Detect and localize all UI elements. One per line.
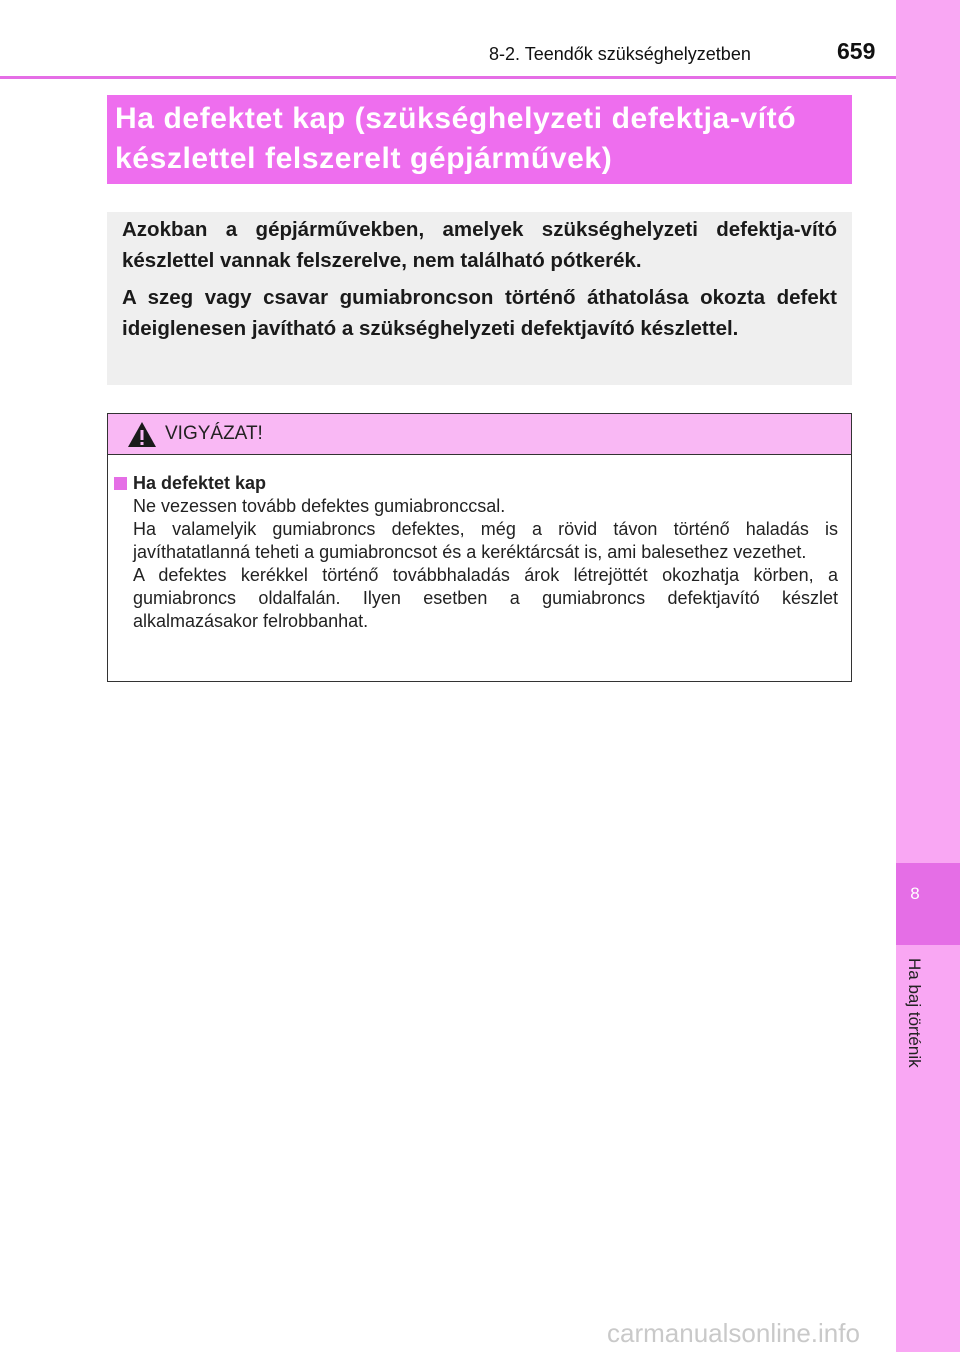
header-divider	[0, 76, 896, 79]
warning-title: VIGYÁZAT!	[165, 423, 263, 444]
chapter-number: 8	[910, 884, 920, 903]
page-title: Ha defektet kap (szükséghelyzeti defektja-vító készlettel felszerelt gépjárművek)	[115, 102, 797, 175]
bullet-square-icon	[114, 477, 127, 490]
side-tab	[896, 0, 960, 1352]
chapter-label: Ha baj történik	[905, 958, 924, 1068]
warning-heading: Ha defektet kap	[133, 473, 267, 493]
side-tab-active-chapter[interactable]	[896, 863, 960, 945]
warning-triangle-icon	[127, 421, 157, 448]
header-section: 8-2. Teendők szükséghelyzetben	[489, 44, 751, 64]
page-number: 659	[837, 38, 876, 64]
warning-heading-line	[114, 472, 838, 495]
warning-header	[108, 414, 851, 455]
watermark: carmanualsonline.info	[607, 1318, 860, 1348]
warning-paragraph: A defektes kerékkel történő továbbhaladás árok létrejöttét okozhatja körben, a gumiabroncs oldalfalán. Ilyen esetben a gumiabroncs defektjavító készlet alkalmazásakor felrobbanhat.	[133, 565, 838, 631]
intro-text	[122, 214, 837, 350]
intro-paragraph: Azokban a gépjárművekben, amelyek szükséghelyzeti defektja-vító készlettel vannak felszerelve, nem található pótkerék.	[122, 218, 837, 272]
warning-paragraph: Ha valamelyik gumiabroncs defektes, még a rövid távon történő haladás is javíthatatlanná teheti a gumiabroncsot és a keréktárcsát is, ami balesethez vezethet.	[133, 519, 838, 562]
warning-body	[114, 472, 838, 633]
intro-paragraph: A szeg vagy csavar gumiabroncson történő áthatolása okozta defekt ideiglenesen javítható a szükséghelyzeti defektjavító készlettel.	[122, 286, 837, 340]
warning-box	[107, 413, 852, 682]
warning-paragraph: Ne vezessen tovább defektes gumiabronccsal.	[133, 496, 506, 516]
